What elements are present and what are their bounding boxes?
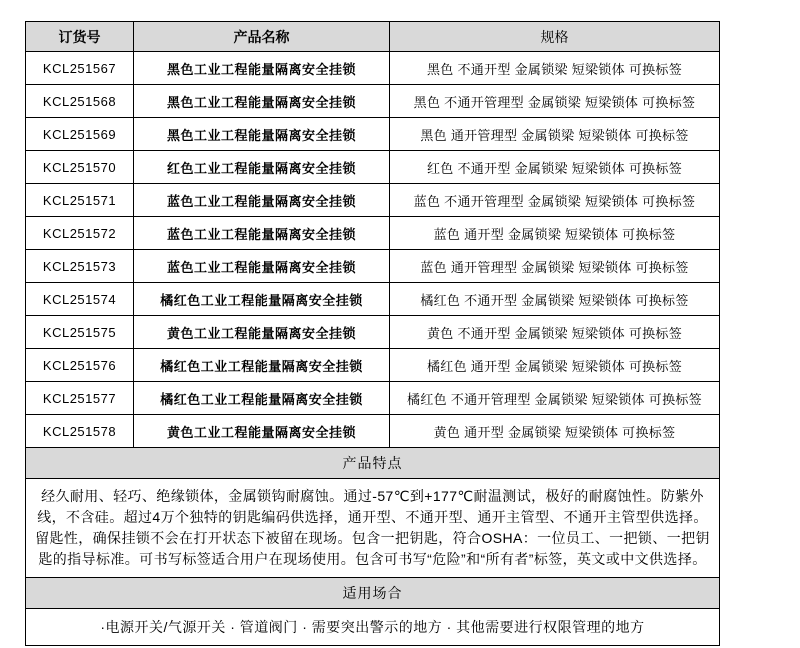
order-no-cell: KCL251573 bbox=[26, 250, 134, 283]
product-name-cell: 黑色工业工程能量隔离安全挂锁 bbox=[134, 52, 390, 85]
product-name-cell: 橘红色工业工程能量隔离安全挂锁 bbox=[134, 382, 390, 415]
spec-cell: 橘红色 不通开管理型 金属锁梁 短梁锁体 可换标签 bbox=[390, 382, 720, 415]
features-text: 经久耐用、轻巧、绝缘锁体，金属锁钩耐腐蚀。通过-57℃到+177℃耐温测试，极好的耐腐蚀性。防紫外线，不含硅。超过4万个独特的钥匙编码供选择，通开型、不通开型、通开主管型、不通开主管型供选择。留匙性，确保挂锁不会在打开状态下被留在现场。包含一把钥匙，符合OSHA：一位员工、一把锁、一把钥匙的指导标准。可书写标签适合用户在现场使用。包含可书写“危险”和“所有者”标签，英文或中文供选择。 bbox=[26, 479, 720, 578]
spec-cell: 黄色 不通开型 金属锁梁 短梁锁体 可换标签 bbox=[390, 316, 720, 349]
table-row bbox=[26, 217, 720, 250]
spec-cell: 橘红色 不通开型 金属锁梁 短梁锁体 可换标签 bbox=[390, 283, 720, 316]
spec-cell: 黑色 通开管理型 金属锁梁 短梁锁体 可换标签 bbox=[390, 118, 720, 151]
header-spec: 规格 bbox=[390, 22, 720, 52]
product-name-cell: 黑色工业工程能量隔离安全挂锁 bbox=[134, 118, 390, 151]
spec-cell: 红色 不通开型 金属锁梁 短梁锁体 可换标签 bbox=[390, 151, 720, 184]
table-row bbox=[26, 52, 720, 85]
order-no-cell: KCL251568 bbox=[26, 85, 134, 118]
table-row bbox=[26, 184, 720, 217]
spec-cell: 橘红色 通开型 金属锁梁 短梁锁体 可换标签 bbox=[390, 349, 720, 382]
product-name-cell: 蓝色工业工程能量隔离安全挂锁 bbox=[134, 217, 390, 250]
features-section-body-row bbox=[26, 479, 720, 578]
spec-cell: 黑色 不通开管理型 金属锁梁 短梁锁体 可换标签 bbox=[390, 85, 720, 118]
table-row bbox=[26, 382, 720, 415]
product-name-cell: 蓝色工业工程能量隔离安全挂锁 bbox=[134, 250, 390, 283]
order-no-cell: KCL251576 bbox=[26, 349, 134, 382]
order-no-cell: KCL251575 bbox=[26, 316, 134, 349]
product-name-cell: 黄色工业工程能量隔离安全挂锁 bbox=[134, 316, 390, 349]
table-row bbox=[26, 283, 720, 316]
product-name-cell: 红色工业工程能量隔离安全挂锁 bbox=[134, 151, 390, 184]
header-product-name: 产品名称 bbox=[134, 22, 390, 52]
table-row bbox=[26, 85, 720, 118]
product-spec-table bbox=[25, 21, 720, 646]
applications-section-body-row bbox=[26, 609, 720, 646]
order-no-cell: KCL251578 bbox=[26, 415, 134, 448]
order-no-cell: KCL251571 bbox=[26, 184, 134, 217]
spec-cell: 蓝色 通开型 金属锁梁 短梁锁体 可换标签 bbox=[390, 217, 720, 250]
order-no-cell: KCL251570 bbox=[26, 151, 134, 184]
product-name-cell: 黑色工业工程能量隔离安全挂锁 bbox=[134, 85, 390, 118]
order-no-cell: KCL251574 bbox=[26, 283, 134, 316]
spec-cell: 黑色 不通开型 金属锁梁 短梁锁体 可换标签 bbox=[390, 52, 720, 85]
features-section-title: 产品特点 bbox=[26, 448, 720, 479]
table-header-row bbox=[26, 22, 720, 52]
table-row bbox=[26, 250, 720, 283]
product-name-cell: 黄色工业工程能量隔离安全挂锁 bbox=[134, 415, 390, 448]
order-no-cell: KCL251577 bbox=[26, 382, 134, 415]
order-no-cell: KCL251567 bbox=[26, 52, 134, 85]
table-row bbox=[26, 151, 720, 184]
applications-section-title: 适用场合 bbox=[26, 578, 720, 609]
order-no-cell: KCL251569 bbox=[26, 118, 134, 151]
table-row bbox=[26, 349, 720, 382]
order-no-cell: KCL251572 bbox=[26, 217, 134, 250]
product-name-cell: 橘红色工业工程能量隔离安全挂锁 bbox=[134, 283, 390, 316]
features-section-header-row bbox=[26, 448, 720, 479]
table-row bbox=[26, 316, 720, 349]
spec-cell: 蓝色 不通开管理型 金属锁梁 短梁锁体 可换标签 bbox=[390, 184, 720, 217]
table-row bbox=[26, 415, 720, 448]
table-row bbox=[26, 118, 720, 151]
applications-text: ·电源开关/气源开关 · 管道阀门 · 需要突出警示的地方 · 其他需要进行权限管理的地方 bbox=[26, 609, 720, 646]
spec-cell: 黄色 通开型 金属锁梁 短梁锁体 可换标签 bbox=[390, 415, 720, 448]
spec-cell: 蓝色 通开管理型 金属锁梁 短梁锁体 可换标签 bbox=[390, 250, 720, 283]
applications-section-header-row bbox=[26, 578, 720, 609]
product-name-cell: 蓝色工业工程能量隔离安全挂锁 bbox=[134, 184, 390, 217]
product-name-cell: 橘红色工业工程能量隔离安全挂锁 bbox=[134, 349, 390, 382]
header-order-no: 订货号 bbox=[26, 22, 134, 52]
